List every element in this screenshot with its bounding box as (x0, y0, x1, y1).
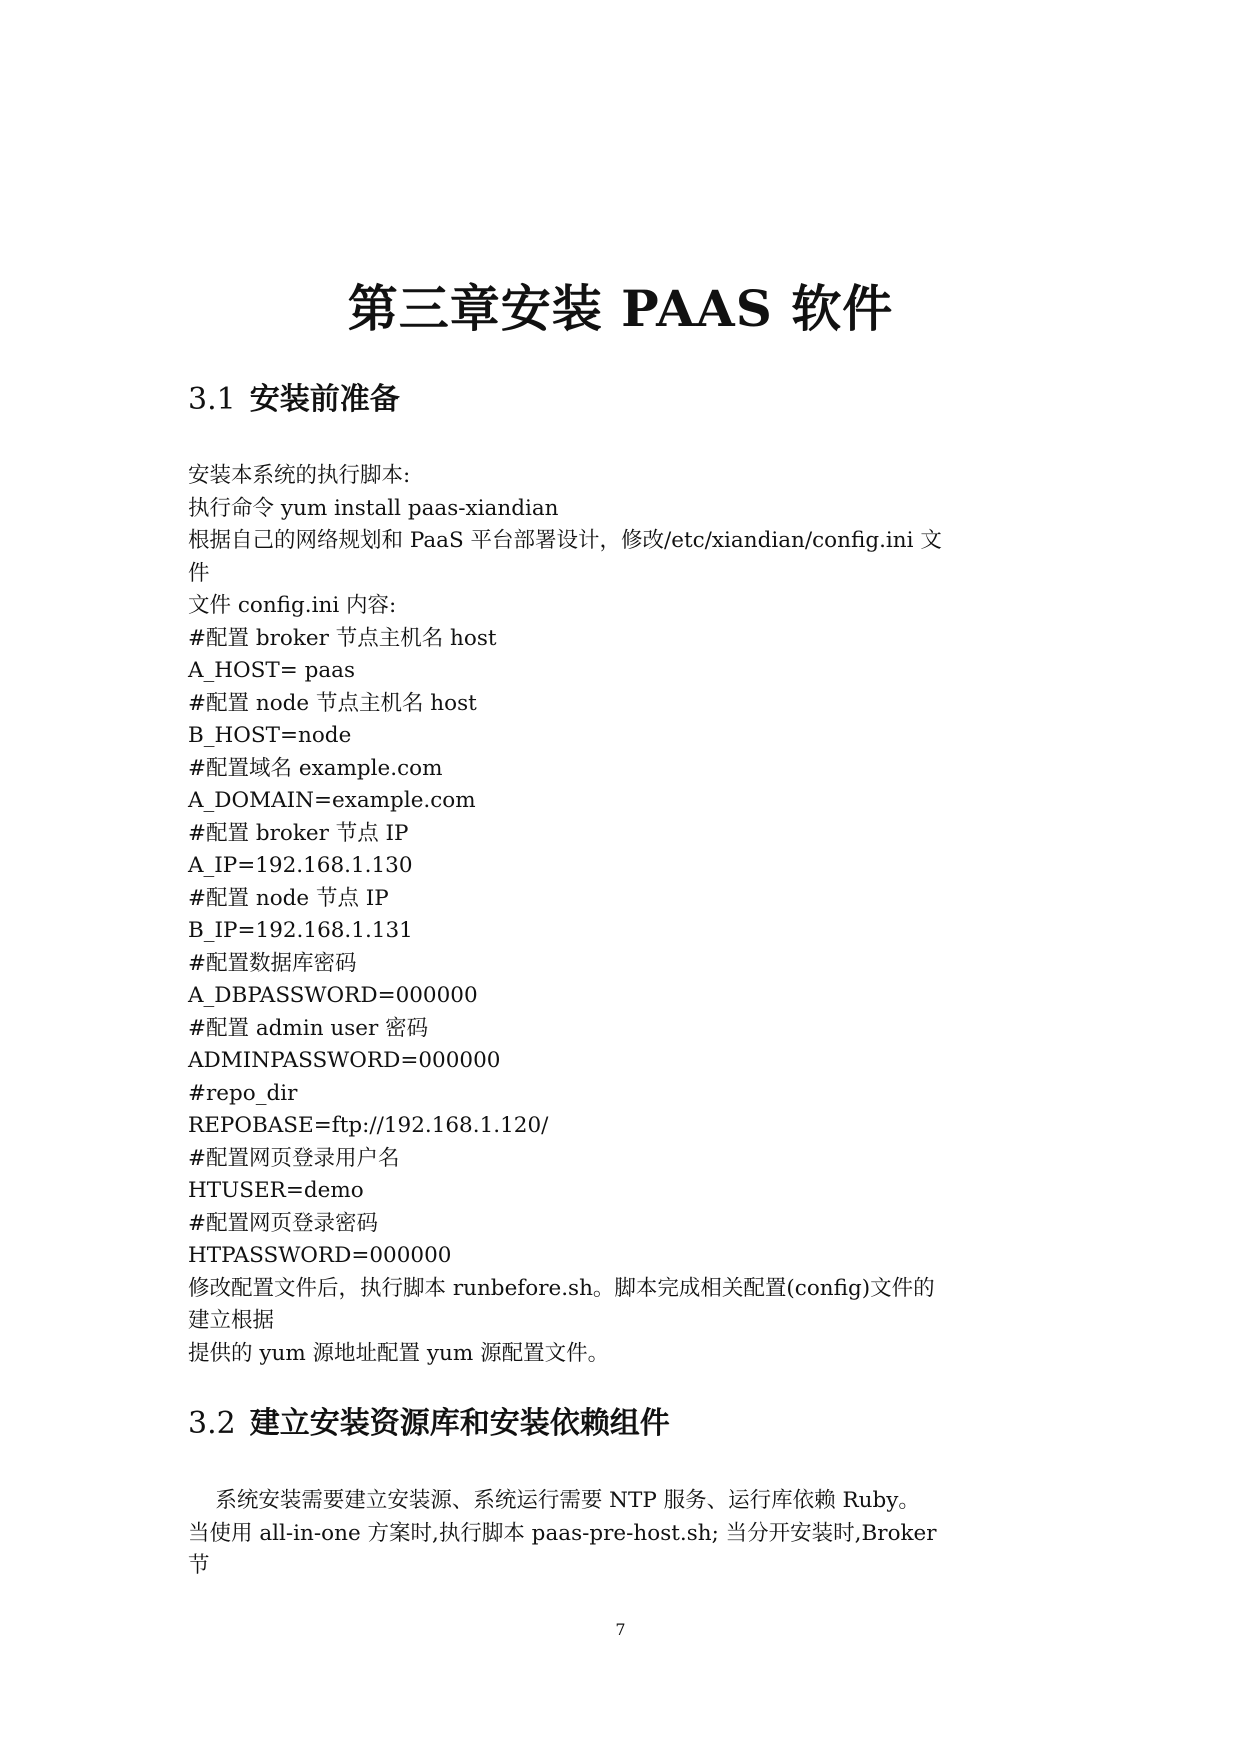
text-line: 安装本系统的执行脚本: (188, 463, 411, 488)
text-line: #repo_dir (188, 1080, 298, 1106)
section-title: 安装前准备 (249, 382, 400, 417)
text-line: A_IP=192.168.1.130 (188, 853, 413, 878)
text-line: 执行命令 yum install paas-xiandian (188, 495, 559, 521)
text-line: B_IP=192.168.1.131 (188, 918, 413, 943)
text-line: 根据自己的网络规划和 PaaS 平台部署设计，修改/etc/xiandian/config.ini 文 (188, 528, 942, 553)
text-line: A_DBPASSWORD=000000 (188, 983, 478, 1008)
section-number: 3.1 (188, 382, 236, 417)
text-line: 件 (188, 560, 210, 586)
text-line: B_HOST=node (188, 723, 352, 748)
page-number: 7 (615, 1620, 626, 1639)
text-line: #配置 node 节点主机名 host (188, 690, 477, 716)
text-line: #配置 broker 节点 IP (188, 820, 409, 846)
text-line: 系统安装需要建立安装源、系统运行需要 NTP 服务、运行库依赖 Ruby。 (188, 1488, 920, 1513)
text-line: #配置域名 example.com (188, 755, 443, 781)
text-line: 节 (188, 1553, 210, 1578)
text-line: #配置 node 节点 IP (188, 885, 389, 911)
text-line: 文件 config.ini 内容: (188, 593, 397, 618)
text-line: A_HOST= paas (188, 658, 356, 683)
text-line: #配置网页登录密码 (188, 1210, 379, 1236)
text-line: #配置网页登录用户名 (188, 1145, 400, 1171)
text-line: ADMINPASSWORD=000000 (188, 1048, 501, 1073)
section-number: 3.2 (188, 1406, 236, 1441)
section-1-body (188, 460, 1068, 1370)
text-line: HTPASSWORD=000000 (188, 1243, 452, 1268)
text-line: 提供的 yum 源地址配置 yum 源配置文件。 (188, 1340, 610, 1366)
chapter-title: 第三章安装 PAAS 软件 (347, 279, 894, 338)
text-line: REPOBASE=ftp://192.168.1.120/ (188, 1113, 549, 1138)
section-title: 建立安装资源库和安装依赖组件 (249, 1406, 670, 1441)
text-line: A_DOMAIN=example.com (188, 788, 476, 813)
text-line: #配置数据库密码 (188, 950, 357, 976)
section-heading-3-1 (188, 380, 400, 420)
text-line: 当使用 all-in-one 方案时,执行脚本 paas-pre-host.sh; 当分开安装时,Broker (188, 1520, 937, 1546)
text-line: HTUSER=demo (188, 1178, 364, 1203)
text-line: 修改配置文件后，执行脚本 runbefore.sh。脚本完成相关配置(config)文件的 (188, 1275, 935, 1301)
text-line: 建立根据 (188, 1308, 275, 1333)
section-2-body (188, 1485, 1068, 1583)
text-line: #配置 broker 节点主机名 host (188, 625, 497, 651)
section-heading-3-2 (188, 1404, 670, 1444)
text-line: #配置 admin user 密码 (188, 1015, 429, 1041)
